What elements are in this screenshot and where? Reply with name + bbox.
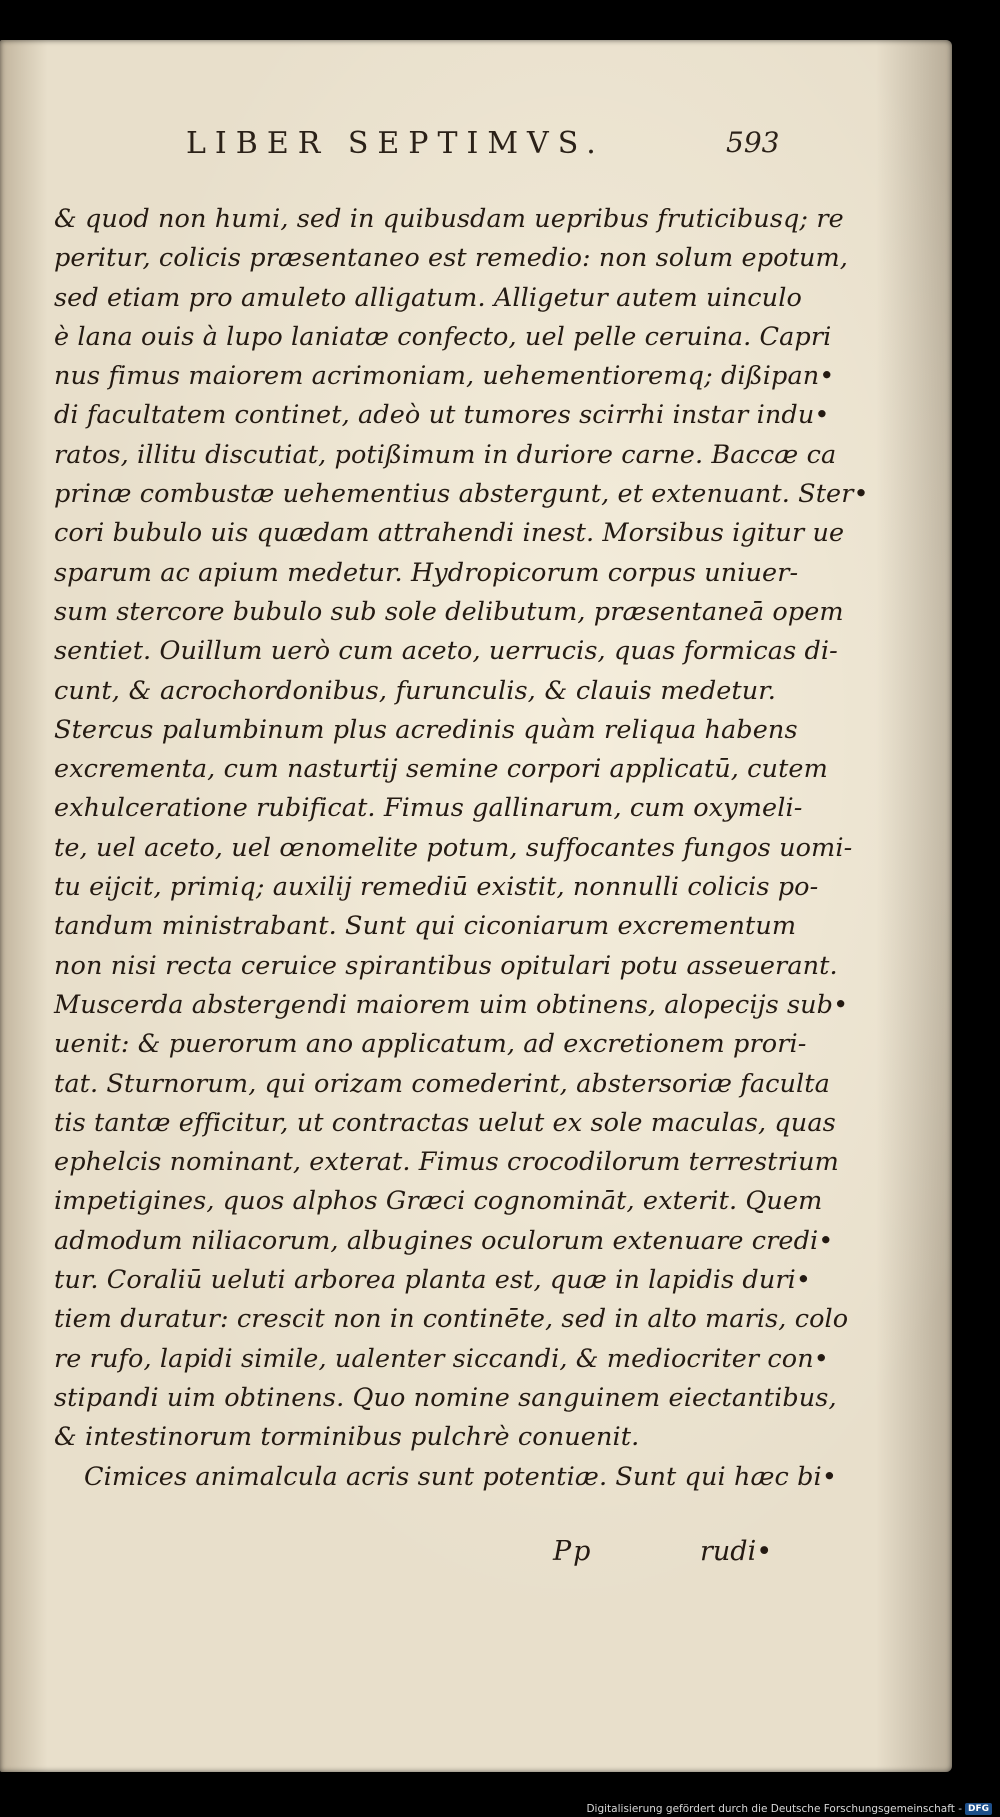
text-line: exhulceratione rubificat. Fimus gallinarum, cum oxymeli- — [54, 793, 803, 824]
dfg-logo: DFG — [965, 1803, 992, 1815]
text-line: & quod non humi, sed in quibusdam uepribus fruticibusq; re — [54, 204, 844, 234]
book-page — [0, 40, 952, 1772]
text-line: sparum ac apium medetur. Hydropicorum corpus uniuer- — [54, 557, 799, 588]
text-line: sum stercore bubulo sub sole delibutum, præsentaneā opem — [54, 596, 844, 627]
text-line: & intestinorum torminibus pulchrè conuenit. — [54, 1422, 640, 1453]
text-line: te, uel aceto, uel œnomelite potum, suffocantes fungos uomi- — [54, 832, 853, 863]
text-line: di facultatem continet, adeò ut tumores scirrhi instar indu• — [54, 400, 830, 431]
catchword: rudi• — [700, 1536, 773, 1567]
text-line: admodum niliacorum, albugines oculorum extenuare credi• — [54, 1225, 834, 1256]
text-line: cori bubulo uis quædam attrahendi inest. Morsibus igitur ue — [54, 518, 845, 549]
text-line: tiem duratur: crescit non in continēte, sed in alto maris, colo — [54, 1304, 849, 1335]
paragraph-start-line: Cimices animalcula acris sunt potentiæ. Sunt qui hæc bi• — [84, 1461, 837, 1492]
text-line: cunt, & acrochordonibus, furunculis, & clauis medetur. — [54, 675, 776, 706]
text-line: sentiet. Ouillum uerò cum aceto, uerrucis, quas formicas di- — [54, 636, 838, 667]
text-line: excrementa, cum nasturtij semine corpori applicatū, cutem — [54, 754, 828, 785]
body-text — [54, 200, 869, 1497]
text-line: è lana ouis à lupo laniatæ confecto, uel pelle ceruina. Capri — [54, 321, 832, 352]
text-line: peritur, colicis præsentaneo est remedio: non solum epotum, — [54, 243, 848, 274]
text-line: re rufo, lapidi simile, ualenter siccandi, & mediocriter con• — [54, 1343, 829, 1374]
text-line: ratos, illitu discutiat, potißimum in duriore carne. Baccæ ca — [54, 439, 837, 470]
text-line: tis tantæ efficitur, ut contractas uelut ex sole maculas, quas — [54, 1107, 836, 1138]
text-line: nus fimus maiorem acrimoniam, uehementioremq; dißipan• — [54, 361, 835, 392]
text-line: non nisi recta ceruice spirantibus opitulari potu asseuerant. — [54, 950, 838, 981]
text-line: tat. Sturnorum, qui orizam comederint, abstersoriæ faculta — [54, 1068, 830, 1099]
text-line: tur. Coraliū ueluti arborea planta est, quæ in lapidis duri• — [54, 1265, 812, 1296]
page-number: 593 — [726, 126, 780, 159]
text-line: ephelcis nominant, exterat. Fimus crocodilorum terrestrium — [54, 1147, 839, 1178]
text-line: prinæ combustæ uehementius abstergunt, et extenuant. Ster• — [54, 479, 869, 510]
text-line: Stercus palumbinum plus acredinis quàm reliqua habens — [54, 714, 798, 745]
digitization-credit — [586, 1803, 992, 1815]
text-line: Muscerda abstergendi maiorem uim obtinens, alopecijs sub• — [54, 989, 849, 1020]
text-line: stipandi uim obtinens. Quo nomine sanguinem eiectantibus, — [54, 1382, 837, 1413]
credit-text: Digitalisierung gefördert durch die Deutsche Forschungsgemeinschaft - — [586, 1803, 962, 1815]
text-line: tu eijcit, primiq; auxilij remediū existit, nonnulli colicis po- — [54, 872, 819, 903]
text-line: uenit: & puerorum ano applicatum, ad excretionem prori- — [54, 1029, 807, 1060]
text-line: impetigines, quos alphos Græci cognomināt, exterit. Quem — [54, 1186, 823, 1217]
text-line: tandum ministrabant. Sunt qui ciconiarum excrementum — [54, 911, 797, 942]
running-title: LIBER SEPTIMVS. — [186, 126, 605, 161]
signature-mark: Pp — [553, 1536, 593, 1567]
text-line: sed etiam pro amuleto alligatum. Alligetur autem uinculo — [54, 282, 802, 313]
